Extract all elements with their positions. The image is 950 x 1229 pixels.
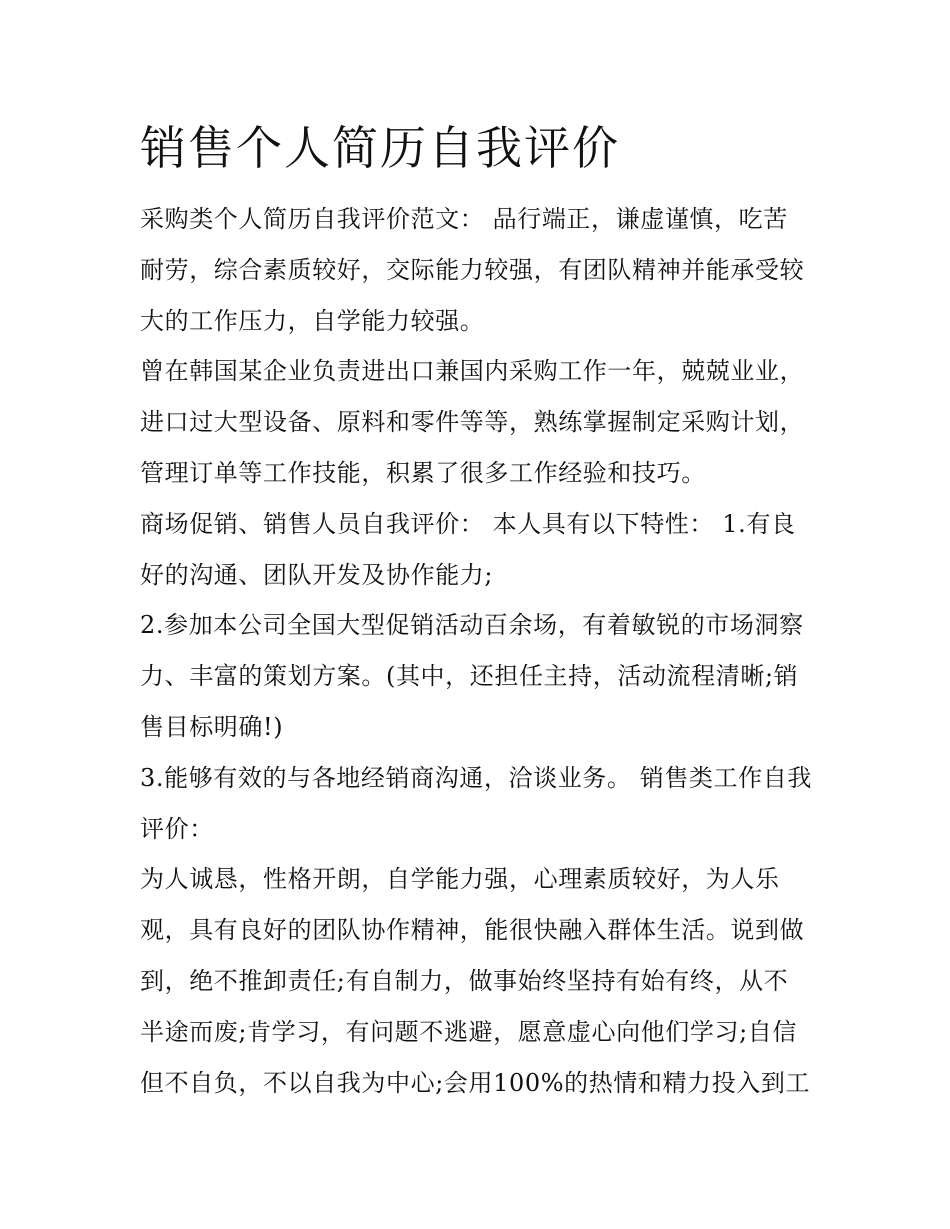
- text-line: 商场促销、销售人员自我评价： 本人具有以下特性： 1.有良: [140, 509, 796, 538]
- text-line: 为人诚恳，性格开朗，自学能力强，心理素质较好，为人乐: [140, 865, 780, 894]
- text-line: 2.参加本公司全国大型促销活动百余场，有着敏锐的市场洞察: [140, 611, 804, 640]
- text-line: 耐劳，综合素质较好，交际能力较强，有团队精神并能承受较: [140, 255, 805, 284]
- text-line: 进口过大型设备、原料和零件等等，熟练掌握制定采购计划，: [140, 408, 805, 437]
- text-line: 3.能够有效的与各地经销商沟通，洽谈业务。 销售类工作自我: [140, 763, 812, 792]
- text-line: 大的工作压力，自学能力较强。: [140, 306, 485, 335]
- text-line: 到，绝不推卸责任;有自制力，做事始终坚持有始有终，从不: [140, 966, 789, 995]
- document-body: [140, 194, 820, 1108]
- document-page: [140, 112, 820, 1108]
- text-line: 评价：: [140, 814, 214, 843]
- text-line: 管理订单等工作技能，积累了很多工作经验和技巧。: [140, 458, 706, 487]
- text-line: 售目标明确!): [140, 712, 284, 741]
- text-line: 曾在韩国某企业负责进出口兼国内采购工作一年，兢兢业业，: [140, 357, 805, 386]
- text-line: 采购类个人简历自我评价范文： 品行端正，谦虚谨慎，吃苦: [140, 205, 788, 233]
- document-title: 销售个人简历自我评价: [140, 121, 620, 175]
- text-line: 半途而废;肯学习，有问题不逃避，愿意虚心向他们学习;自信: [140, 1017, 797, 1046]
- text-line: 观，具有良好的团队协作精神，能很快融入群体生活。说到做: [140, 916, 805, 945]
- text-line: 力、丰富的策划方案。(其中，还担任主持，活动流程清晰;销: [140, 662, 799, 691]
- text-line: 但不自负，不以自我为中心;会用100%的热情和精力投入到工: [140, 1068, 811, 1097]
- text-line: 好的沟通、团队开发及协作能力;: [140, 560, 494, 589]
